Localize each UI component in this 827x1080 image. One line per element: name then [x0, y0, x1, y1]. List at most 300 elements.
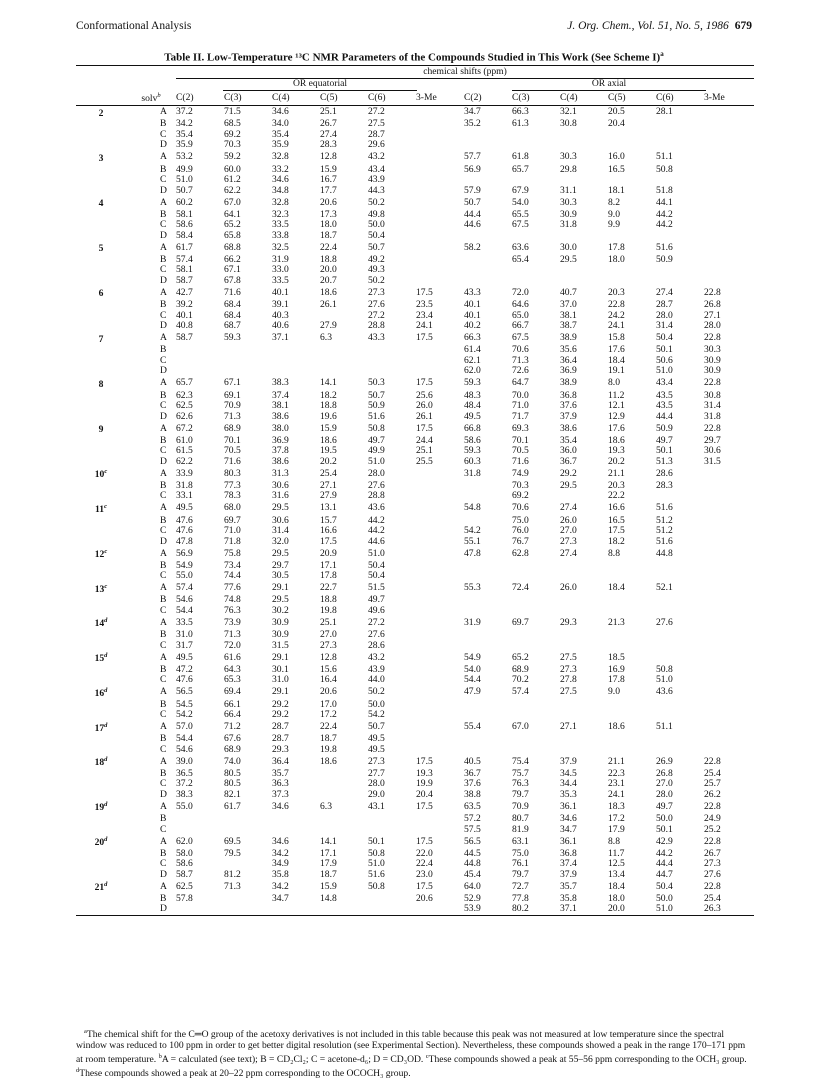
table-row [76, 641, 754, 652]
shift-value: 59.3 [464, 377, 481, 389]
shift-value: 18.6 [608, 435, 625, 446]
compound-number [76, 779, 126, 790]
shift-value: 51.1 [656, 151, 673, 163]
shift-value [416, 825, 464, 836]
shift-value: 25.5 [416, 456, 433, 467]
shift-value: 8.8 [608, 835, 620, 847]
shift-value [608, 606, 656, 617]
header-solvent: solv$^b$ [126, 91, 176, 105]
table-row [76, 721, 754, 735]
shift-value: 76.1 [512, 859, 529, 870]
shift-value: 49.6 [368, 605, 385, 616]
shift-value: 51.1 [656, 721, 673, 733]
shift-value: 27.9 [320, 491, 337, 502]
shift-value: 16.6 [608, 502, 625, 514]
shift-value: 50.6 [656, 355, 673, 366]
shift-value: 22.8 [608, 300, 625, 311]
compound-number [76, 481, 126, 492]
shift-value: 68.4 [224, 300, 241, 311]
shift-value: 27.3 [560, 664, 577, 675]
solvent-code: D [160, 185, 167, 196]
shift-value: 29.2 [272, 710, 289, 720]
shift-value: 27.3 [320, 640, 337, 651]
shift-value: 28.7 [368, 129, 385, 140]
column-header: C(2) [176, 91, 224, 105]
shift-value [176, 904, 224, 915]
table-row [76, 561, 754, 572]
shift-value: 67.2 [176, 422, 193, 434]
shift-value [368, 825, 416, 836]
table-row [76, 241, 754, 255]
shift-value: 71.6 [512, 456, 529, 467]
shift-value: 62.6 [176, 411, 193, 422]
shift-value: 68.7 [224, 321, 241, 332]
shift-value [704, 467, 754, 481]
shift-value [512, 130, 560, 141]
shift-value: 32.5 [272, 241, 289, 253]
shift-value: 47.9 [464, 686, 481, 698]
shift-value: 17.5 [416, 755, 433, 767]
shift-value: 30.6 [704, 446, 721, 457]
shift-value [704, 516, 754, 527]
shift-value: 51.2 [656, 526, 673, 537]
shift-value: 50.1 [656, 446, 673, 457]
shift-value: 17.5 [320, 536, 337, 547]
shift-value: 50.9 [656, 254, 673, 265]
shift-value: 30.9 [560, 209, 577, 220]
shift-value [416, 904, 464, 915]
shift-value: 27.7 [368, 768, 385, 779]
solvent-code: D [160, 411, 167, 422]
column-header: C(5) [320, 91, 368, 105]
table-row [76, 894, 754, 905]
shift-value: 58.6 [464, 435, 481, 446]
shift-value: 27.4 [320, 129, 337, 140]
shift-value [704, 119, 754, 130]
shift-value [704, 675, 754, 686]
shift-value: 27.1 [560, 721, 577, 733]
shift-value: 43.6 [368, 502, 385, 514]
shift-value: 58.4 [176, 230, 193, 241]
solvent-code: A [160, 547, 167, 559]
shift-value [176, 345, 224, 356]
shift-value: 22.8 [704, 800, 721, 812]
shift-value [560, 641, 608, 652]
shift-value: 22.2 [608, 491, 625, 502]
shift-value: 43.9 [368, 664, 385, 675]
shift-value: 30.6 [272, 515, 289, 526]
shift-value: 51.0 [368, 547, 385, 559]
shift-value: 28.8 [368, 491, 385, 502]
table-row [76, 547, 754, 561]
shift-value: 44.8 [464, 859, 481, 870]
shift-value: 80.7 [512, 814, 529, 825]
shift-value: 22.4 [320, 721, 337, 733]
shift-value: 17.8 [320, 571, 337, 582]
shift-value: 61.2 [224, 175, 241, 186]
shift-value: 51.0 [176, 175, 193, 186]
table-row [76, 825, 754, 836]
footnote-a: $^a$The chemical shift for the C═O group of the acetoxy derivatives is not included in this table because this peak was not measured at low temperature since the spectral window was reduced to 100 ppm in order to get better digital resolution (see Experimental Section). Nevertheless, these compounds showed a peak in the range 170–171 ppm at room temperature. $^b$A = calculated (see text); B = CD₂Cl₂; C = acetone-d₆; D = CD₃OD. $^c$These compounds showed a peak at 55–56 ppm corresponding to the OCH₃ group. $^d$These compounds showed a peak at 20–22 ppm corresponding to the OCOCH₃ group. [76, 1028, 747, 1080]
shift-value: 61.7 [176, 241, 193, 253]
shift-value: 21.1 [608, 755, 625, 767]
shift-value: 29.1 [272, 651, 289, 663]
shift-value [656, 630, 704, 641]
shift-value: 68.8 [224, 241, 241, 253]
shift-value: 20.2 [608, 456, 625, 467]
shift-value: 61.0 [176, 435, 193, 446]
shift-value: 67.8 [224, 275, 241, 286]
shift-value: 74.9 [512, 467, 529, 479]
shift-value [416, 686, 464, 700]
column-header: 3-Me [416, 91, 464, 105]
shift-value: 69.7 [224, 515, 241, 526]
column-header: C(6) [368, 91, 416, 105]
shift-value: 40.1 [176, 310, 193, 321]
shift-value [416, 745, 464, 756]
solvent-code: D [160, 140, 167, 151]
solvent-code: B [160, 119, 167, 130]
table-row [76, 255, 754, 266]
shift-value: 69.2 [512, 491, 529, 502]
shift-value: 29.5 [272, 547, 289, 559]
shift-value [608, 175, 656, 186]
shift-value [320, 904, 368, 915]
table-row [76, 571, 754, 582]
shift-value [272, 345, 320, 356]
shift-value: 50.0 [368, 220, 385, 231]
shift-value: 18.4 [608, 355, 625, 366]
shift-value: 27.6 [368, 630, 385, 641]
shift-value: 71.3 [224, 411, 241, 422]
shift-value [704, 175, 754, 186]
shift-value: 50.9 [368, 401, 385, 411]
shift-value: 43.3 [368, 332, 385, 344]
shift-value [272, 814, 320, 825]
shift-value [704, 165, 754, 176]
shift-value: 21.3 [608, 617, 625, 629]
shift-value: 28.8 [368, 321, 385, 332]
shift-value: 21.1 [608, 467, 625, 479]
shift-value [560, 231, 608, 242]
solvent-code: C [160, 859, 167, 870]
shift-value: 18.7 [320, 734, 337, 745]
shift-value: 48.3 [464, 390, 481, 401]
shift-value [272, 825, 320, 836]
shift-value: 36.4 [560, 355, 577, 366]
shift-value: 22.4 [320, 241, 337, 253]
shift-value: 60.3 [464, 456, 481, 467]
shift-value: 32.0 [272, 536, 289, 547]
shift-value [704, 686, 754, 700]
shift-value: 58.7 [176, 869, 193, 880]
shift-value: 27.4 [560, 547, 577, 559]
shift-value: 36.4 [272, 755, 289, 767]
solvent-code: A [160, 151, 167, 163]
shift-value [704, 547, 754, 561]
shift-value [464, 734, 512, 745]
shift-value [656, 641, 704, 652]
compound-number: 12$^c$ [94, 548, 108, 561]
shift-value [464, 710, 512, 721]
column-header: C(5) [608, 91, 656, 105]
shift-value: 34.6 [272, 835, 289, 847]
shift-value: 26.1 [416, 411, 433, 422]
table-row [76, 745, 754, 756]
shift-value [512, 745, 560, 756]
solvent-code: D [160, 366, 167, 377]
shift-value: 57.4 [176, 582, 193, 594]
solvent-code: A [160, 106, 167, 118]
compound-number: 7 [98, 333, 104, 345]
shift-value: 71.8 [224, 536, 241, 547]
shift-value: 17.5 [416, 377, 433, 389]
shift-value: 36.9 [272, 435, 289, 446]
shift-value [656, 606, 704, 617]
shift-value: 49.8 [368, 209, 385, 220]
shift-value: 27.6 [704, 869, 721, 880]
shift-value: 34.6 [272, 106, 289, 118]
compound-number: 9 [98, 424, 104, 436]
shift-value [512, 561, 560, 572]
compound-number: 4 [98, 198, 104, 210]
shift-value: 19.6 [320, 411, 337, 422]
shift-value: 23.4 [416, 310, 433, 321]
shift-value: 34.0 [272, 119, 289, 130]
shift-value [416, 119, 464, 130]
shift-value: 22.8 [704, 287, 721, 299]
shift-value: 39.2 [176, 300, 193, 311]
shift-value: 22.8 [704, 835, 721, 847]
table-title: Low-Temperature ¹³C NMR Parameters of the Compounds Studied in This Work (See Scheme I) [206, 51, 661, 64]
shift-value [416, 366, 464, 377]
shift-value [608, 595, 656, 606]
shift-value: 66.3 [512, 106, 529, 118]
shift-value: 17.5 [416, 880, 433, 892]
shift-value: 24.1 [608, 321, 625, 332]
shift-value [656, 710, 704, 721]
compound-number [76, 356, 126, 367]
shift-value: 54.5 [176, 699, 193, 710]
shift-value: 37.2 [176, 779, 193, 790]
shift-value [416, 265, 464, 276]
shift-value [272, 366, 320, 377]
shift-value: 18.2 [320, 390, 337, 401]
compound-number [76, 734, 126, 745]
shift-value [704, 210, 754, 221]
solvent-code: A [160, 287, 167, 299]
solvent-code: B [160, 814, 167, 825]
shift-value: 27.5 [560, 651, 577, 663]
shift-value: 49.2 [368, 254, 385, 265]
shift-value [704, 196, 754, 210]
shift-value: 70.5 [224, 446, 241, 457]
compound-number [76, 641, 126, 652]
shift-value: 18.8 [320, 401, 337, 411]
shift-value: 49.9 [368, 446, 385, 457]
solvent-code: B [160, 630, 167, 641]
shift-value: 34.8 [272, 185, 289, 196]
shift-value [320, 790, 368, 801]
shift-value: 17.7 [320, 185, 337, 196]
shift-value: 44.4 [656, 859, 673, 870]
table-row [76, 286, 754, 300]
shift-value: 29.0 [368, 789, 385, 800]
shift-value: 62.5 [176, 880, 193, 892]
shift-value: 36.1 [560, 835, 577, 847]
shift-value [512, 265, 560, 276]
shift-value: 16.5 [608, 515, 625, 526]
shift-value: 18.8 [320, 595, 337, 606]
shift-value [512, 140, 560, 151]
shift-value: 17.9 [320, 859, 337, 870]
shift-value: 34.2 [176, 119, 193, 130]
solvent-code: A [160, 332, 167, 344]
shift-value: 68.9 [224, 422, 241, 434]
shift-value: 50.2 [368, 196, 385, 208]
shift-value [704, 276, 754, 287]
shift-value [416, 105, 464, 119]
shift-value: 30.9 [272, 630, 289, 641]
shift-value: 68.5 [224, 119, 241, 130]
shift-value: 40.5 [464, 755, 481, 767]
shift-value [416, 526, 464, 537]
shift-value: 38.7 [560, 321, 577, 332]
compound-number [76, 401, 126, 412]
shift-value [704, 606, 754, 617]
shift-value: 34.2 [272, 880, 289, 892]
shift-value: 38.3 [176, 789, 193, 800]
table-row [76, 582, 754, 596]
compound-number: 18$^d$ [94, 756, 108, 769]
shift-value: 38.6 [560, 422, 577, 434]
shift-value: 26.2 [704, 789, 721, 800]
shift-value: 16.4 [320, 675, 337, 686]
shift-value: 28.0 [656, 789, 673, 800]
shift-value [320, 311, 368, 322]
shift-value [320, 356, 368, 367]
shift-value: 66.3 [464, 332, 481, 344]
shift-value: 40.6 [272, 321, 289, 332]
shift-value: 29.3 [560, 617, 577, 629]
table-row [76, 366, 754, 377]
shift-value: 22.8 [704, 422, 721, 434]
compound-number [76, 300, 126, 311]
shift-value: 35.7 [272, 768, 289, 779]
shift-value: 28.7 [272, 721, 289, 733]
table-row [76, 630, 754, 641]
shift-value: 66.1 [224, 699, 241, 710]
shift-value [416, 345, 464, 356]
compound-number [76, 675, 126, 686]
table-row [76, 700, 754, 711]
shift-value [416, 165, 464, 176]
shift-value: 29.2 [272, 699, 289, 710]
shift-value: 55.4 [464, 721, 481, 733]
shift-value: 61.4 [464, 345, 481, 356]
shift-value: 50.9 [656, 422, 673, 434]
shift-value: 71.0 [512, 401, 529, 411]
shift-value: 35.4 [272, 129, 289, 140]
shift-value: 49.7 [368, 595, 385, 606]
table-row [76, 446, 754, 457]
shift-value: 61.6 [224, 651, 241, 663]
shift-value: 36.7 [464, 768, 481, 779]
shift-value: 25.4 [704, 768, 721, 779]
shift-value: 33.2 [272, 164, 289, 175]
compound-number [76, 769, 126, 780]
solvent-code: B [160, 254, 167, 265]
shift-value: 9.0 [608, 686, 620, 698]
shift-value: 50.7 [368, 721, 385, 733]
shift-value: 31.6 [272, 491, 289, 502]
shift-value: 28.6 [368, 640, 385, 651]
shift-value: 51.2 [656, 515, 673, 526]
compound-number [76, 571, 126, 582]
shift-value [704, 700, 754, 711]
shift-value: 37.2 [176, 106, 193, 118]
shift-value: 42.9 [656, 835, 673, 847]
shift-value: 37.4 [560, 859, 577, 870]
shift-value: 57.4 [176, 254, 193, 265]
table-row [76, 606, 754, 617]
shift-value: 39.1 [272, 300, 289, 311]
shift-value [464, 175, 512, 186]
shift-value [704, 491, 754, 502]
shift-value: 37.6 [464, 779, 481, 790]
shift-value [176, 366, 224, 377]
shift-value: 55.1 [464, 536, 481, 547]
shift-value: 14.1 [320, 835, 337, 847]
shift-value [512, 231, 560, 242]
shift-value: 27.4 [656, 287, 673, 299]
shift-value: 26.8 [656, 768, 673, 779]
shift-value: 75.4 [512, 755, 529, 767]
shift-value: 38.0 [272, 422, 289, 434]
shift-value: 62.5 [176, 401, 193, 411]
shift-value [704, 255, 754, 266]
shift-value: 80.5 [224, 779, 241, 790]
shift-value: 30.6 [272, 480, 289, 491]
shift-value: 22.7 [320, 582, 337, 594]
compound-number: 13$^c$ [94, 582, 108, 595]
shift-value: 70.9 [224, 401, 241, 411]
shift-value: 65.4 [512, 254, 529, 265]
shift-value: 64.1 [224, 209, 241, 220]
shift-value [416, 255, 464, 266]
shift-value: 17.1 [320, 848, 337, 859]
shift-value [512, 641, 560, 652]
shift-value: 17.3 [320, 209, 337, 220]
shift-value: 63.1 [512, 835, 529, 847]
shift-value: 27.0 [320, 630, 337, 641]
solvent-code: C [160, 744, 167, 755]
shift-value: 33.0 [272, 265, 289, 276]
shift-value [416, 196, 464, 210]
shift-value: 23.0 [416, 869, 433, 880]
shift-value: 38.1 [272, 401, 289, 411]
shift-value [224, 356, 272, 367]
shift-value: 18.7 [320, 869, 337, 880]
shift-value [416, 140, 464, 151]
shift-value: 68.9 [224, 744, 241, 755]
shift-value [464, 255, 512, 266]
solvent-code: B [160, 480, 167, 491]
solvent-code: C [160, 640, 167, 651]
shift-value [560, 140, 608, 151]
solvent-code: A [160, 467, 167, 479]
shift-value: 13.4 [608, 869, 625, 880]
